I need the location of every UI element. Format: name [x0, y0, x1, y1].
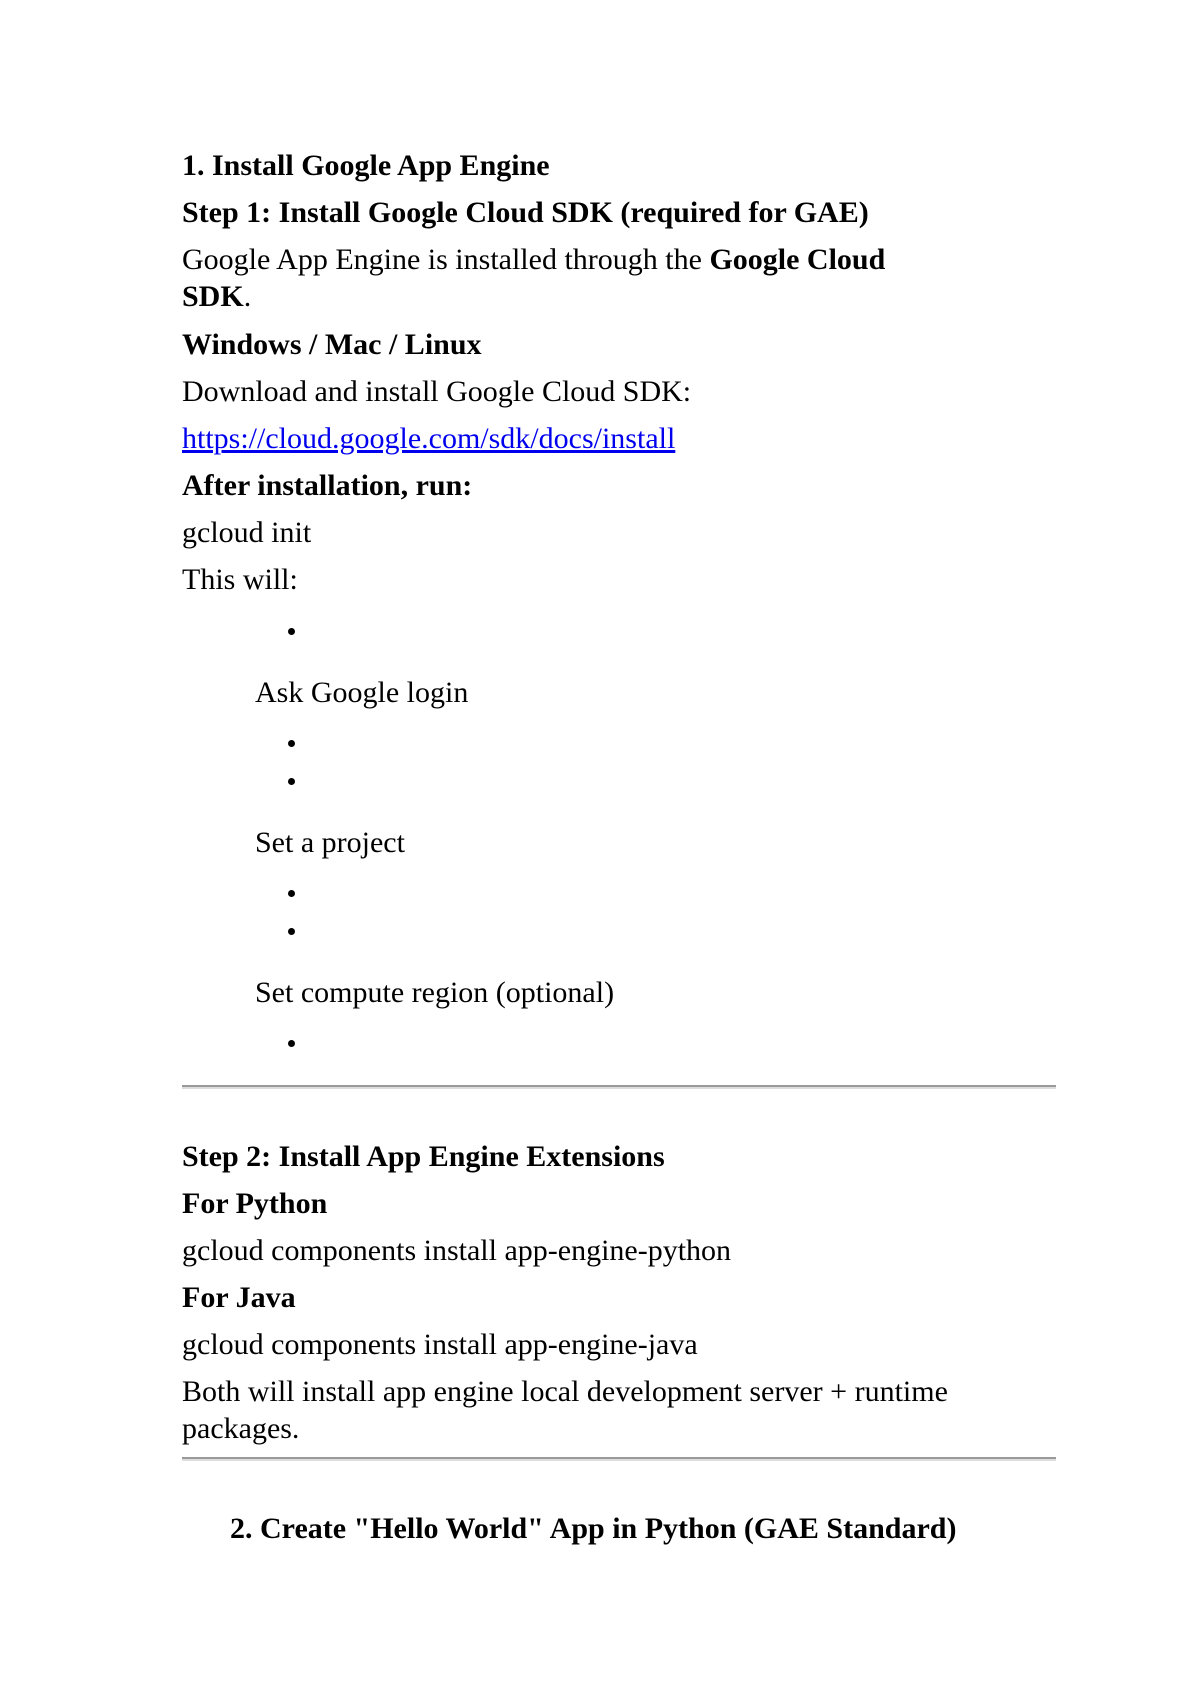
python-command: gcloud components install app-engine-python	[182, 1234, 732, 1267]
section-2-heading: 2. Create "Hello World" App in Python (GAE Standard)	[230, 1512, 957, 1545]
after-install-heading: After installation, run:	[182, 469, 473, 502]
python-heading: For Python	[182, 1187, 328, 1220]
intro-bold-line-2: SDK	[182, 280, 244, 313]
bullet-icon	[288, 628, 295, 635]
intro-bold: Google Cloud	[709, 243, 886, 276]
bullet-icon	[288, 778, 295, 785]
list-item: Set a project	[255, 826, 405, 859]
section-1-heading: 1. Install Google App Engine	[182, 149, 550, 182]
horizontal-divider	[182, 1457, 1056, 1461]
this-will-text: This will:	[182, 563, 298, 596]
list-item: Ask Google login	[255, 676, 469, 709]
horizontal-divider	[182, 1085, 1056, 1089]
init-command: gcloud init	[182, 516, 312, 549]
note-line-1: Both will install app engine local development server + runtime	[182, 1375, 948, 1408]
download-link-line	[182, 420, 675, 458]
bullet-icon	[288, 890, 295, 897]
intro-suffix: .	[243, 280, 252, 313]
intro-paragraph-line-2	[182, 278, 251, 316]
step-2-heading: Step 2: Install App Engine Extensions	[182, 1140, 665, 1173]
bullet-icon	[288, 928, 295, 935]
bullet-icon	[288, 740, 295, 747]
step-1-heading: Step 1: Install Google Cloud SDK (required for GAE)	[182, 196, 869, 229]
list-item: Set compute region (optional)	[255, 976, 615, 1009]
platforms-heading: Windows / Mac / Linux	[182, 328, 482, 361]
intro-prefix: Google App Engine is installed through the	[182, 243, 710, 276]
intro-paragraph-line-1	[182, 241, 885, 279]
note-line-2: packages.	[182, 1412, 300, 1445]
download-link[interactable]: https://cloud.google.com/sdk/docs/install	[182, 422, 676, 455]
java-command: gcloud components install app-engine-java	[182, 1328, 698, 1361]
download-text: Download and install Google Cloud SDK:	[182, 375, 692, 408]
java-heading: For Java	[182, 1281, 296, 1314]
bullet-icon	[288, 1040, 295, 1047]
